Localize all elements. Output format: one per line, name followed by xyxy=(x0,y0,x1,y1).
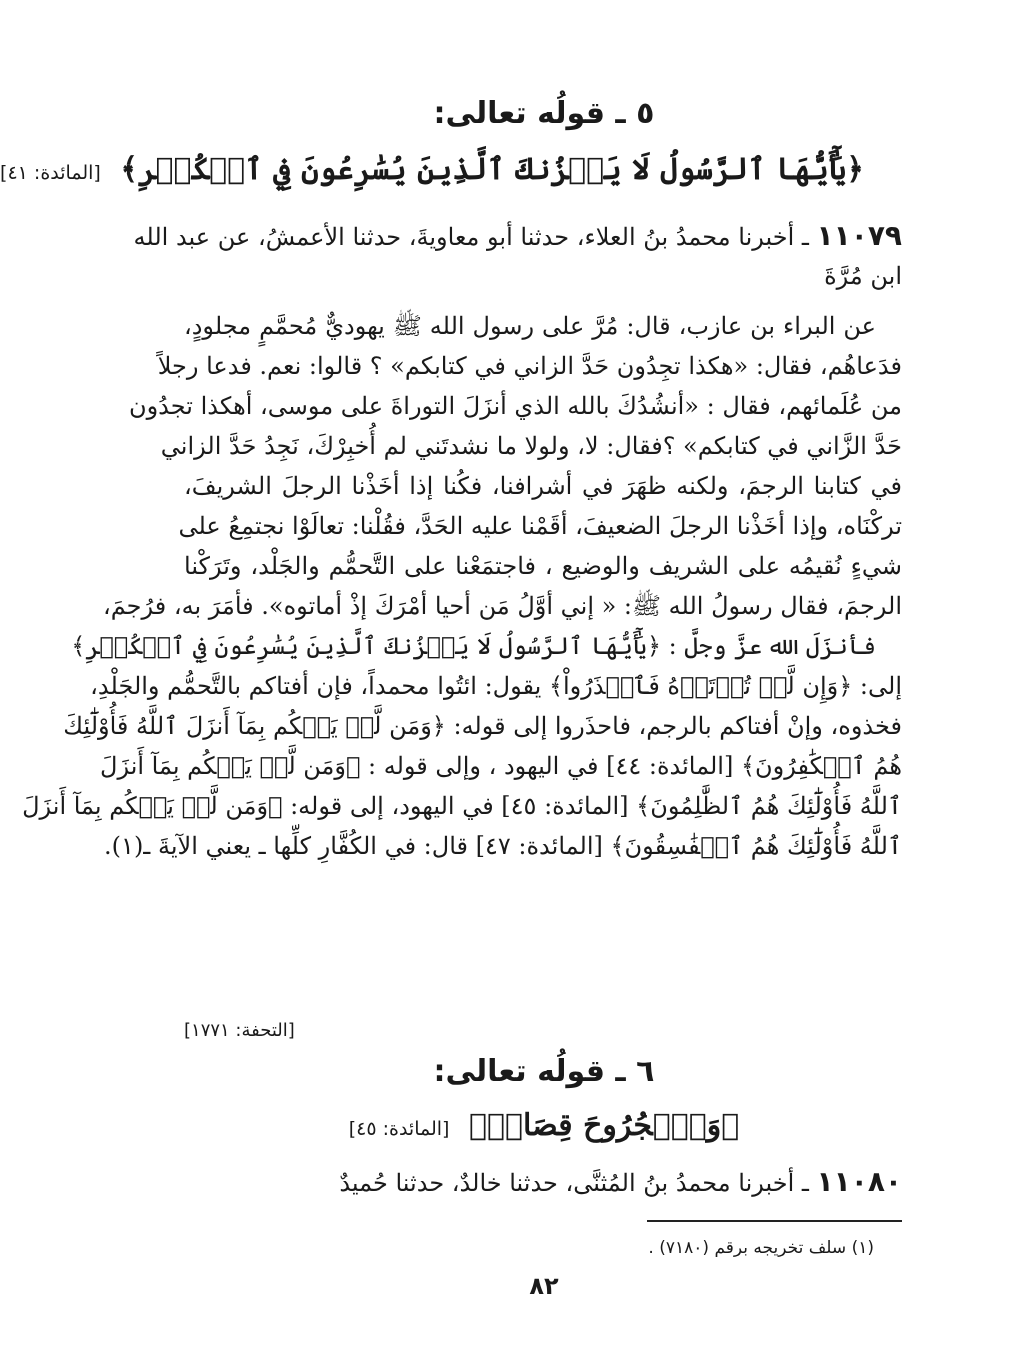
hadith-11079-isnad xyxy=(133,216,902,296)
text-line: فخذوه، وإنْ أفتاكم بالرجم، فاحذَروا إلى قوله: ﴿وَمَن لَّمۡ يَحۡكُم بِمَآ أَنزَلَ ٱللَّهُ فَأُوْلَٰٓئِكَ xyxy=(63,712,902,740)
section-6-verse: ﴿وَٱلۡجُرُوحَ قِصَاصٞ﴾ xyxy=(469,1108,740,1143)
text-line xyxy=(184,1162,902,1202)
text-line: تركْنَاه، وإذا أخَذْنا الرجلَ الضعيفَ، أقَمْنا عليه الحَدَّ، فقُلْنا: تعالَوْا نجتمِعُ على xyxy=(178,512,902,540)
text-line: إلى: ﴿وَإِن لَّمۡ تُؤۡتَوۡهُ فَٱحۡذَرُواْ﴾ يقول: ائتُوا محمداً، فإن أفتاكم بالتَّحمُّم والجَلْدِ، xyxy=(90,672,902,700)
section-5-verse-line xyxy=(0,152,864,187)
hadith-text: ـ أخبرنا محمدُ بنُ العلاء، حدثنا أبو معاويةَ، حدثنا الأعمشُ، عن عبد الله xyxy=(133,223,809,251)
section-6-verse-line xyxy=(224,1108,864,1143)
text-line: في كتابنا الرجمَ، ولكنه ظهَرَ في أشرافنا، فكُنا إذا أخَذْنا الرجلَ الشريفَ، xyxy=(184,472,902,500)
section-5-verse-reference: [المائدة: ٤١] xyxy=(0,162,101,184)
section-5-verse: ﴿يَٰٓأَيُّهَا ٱلرَّسُولُ لَا يَحۡزُنكَ ٱلَّذِينَ يُسَٰرِعُونَ فِي ٱلۡكُفۡرِ﴾ xyxy=(120,152,864,187)
hadith-text: ـ أخبرنا محمدُ بنُ المُثنَّى، حدثنا خالدٌ، حدثنا حُميدٌ xyxy=(339,1169,809,1197)
text-line: ٱللَّهُ فَأُوْلَٰٓئِكَ هُمُ ٱلظَّٰلِمُونَ﴾ [المائدة: ٤٥] في اليهود، إلى قوله: ﴿وَمَن لَّمۡ يَحۡكُم بِمَآ أَنزَلَ xyxy=(22,792,902,820)
footnote-separator xyxy=(647,1220,902,1222)
text-line: فدَعاهُم، فقال: «هكذا تجِدُون حَدَّ الزاني في كتابكم» ؟ قالوا: نعم. فدعا رجلاً xyxy=(157,352,902,380)
text-line xyxy=(133,216,902,256)
tuhfa-reference: [التحفة: ١٧٧١] xyxy=(184,1020,295,1041)
section-5-heading: ٥ ـ قولُه تعالى: xyxy=(433,96,655,131)
page-number: ٨٢ xyxy=(529,1272,559,1300)
text-line: هُمُ ٱلۡكَٰفِرُونَ﴾ [المائدة: ٤٤] في اليهود ، وإلى قوله : ﴿وَمَن لَّمۡ يَحۡكُم بِمَآ أَنزَلَ xyxy=(100,752,902,780)
text-line: شيءٍ نُقيمُه على الشريف والوضيع ، فاجتمَعْنا على التَّحمُّم والجَلْد، وتَرَكْنا xyxy=(184,552,902,580)
hadith-11079-body xyxy=(22,306,902,866)
hadith-number: ١١٠٧٩ xyxy=(816,219,902,252)
section-6-heading: ٦ ـ قولُه تعالى: xyxy=(433,1054,655,1089)
text-line: فأنزَلَ الله عزَّ وجلَّ : ﴿يَٰٓأَيُّهَا ٱلرَّسُولُ لَا يَحۡزُنكَ ٱلَّذِينَ يُسَٰرِعُونَ فِي ٱلۡكُفۡرِ﴾ xyxy=(71,632,876,660)
footnote: (١) سلف تخريجه برقم (٧١٨٠) . xyxy=(648,1238,874,1258)
section-6-verse-reference: [المائدة: ٤٥] xyxy=(348,1118,450,1140)
text-line: من عُلَمائهم، فقال : «أنشُدُكَ بالله الذي أنزَلَ التوراةَ على موسى، أهكذا تجدُون xyxy=(128,392,902,420)
text-line: الرجمَ، فقال رسولُ الله ﷺ: « إني أوَّلُ مَن أحيا أمْرَكَ إذْ أماتوه». فأمَرَ به، فرُجمَ، xyxy=(102,592,902,620)
text-line: عن البراء بن عازب، قال: مُرَّ على رسول الله ﷺ يهوديٌّ مُحمَّمٍ مجلودٍ، xyxy=(184,312,876,340)
text-line: حَدَّ الزَّاني في كتابكم» ؟فقال: لا، ولولا ما نشدتَني لم أُخبِرْكَ، نَجِدُ حَدَّ الزاني xyxy=(160,432,902,460)
text-line: ٱللَّهُ فَأُوْلَٰٓئِكَ هُمُ ٱلۡفَٰسِقُونَ﴾ [المائدة: ٤٧] قال: في الكُفَّارِ كلِّها ـ يعني الآيةَ ـ(١). xyxy=(104,832,902,860)
text-line: ابن مُرَّةَ xyxy=(824,262,902,290)
hadith-number: ١١٠٨٠ xyxy=(816,1165,902,1198)
hadith-11080 xyxy=(184,1162,902,1202)
